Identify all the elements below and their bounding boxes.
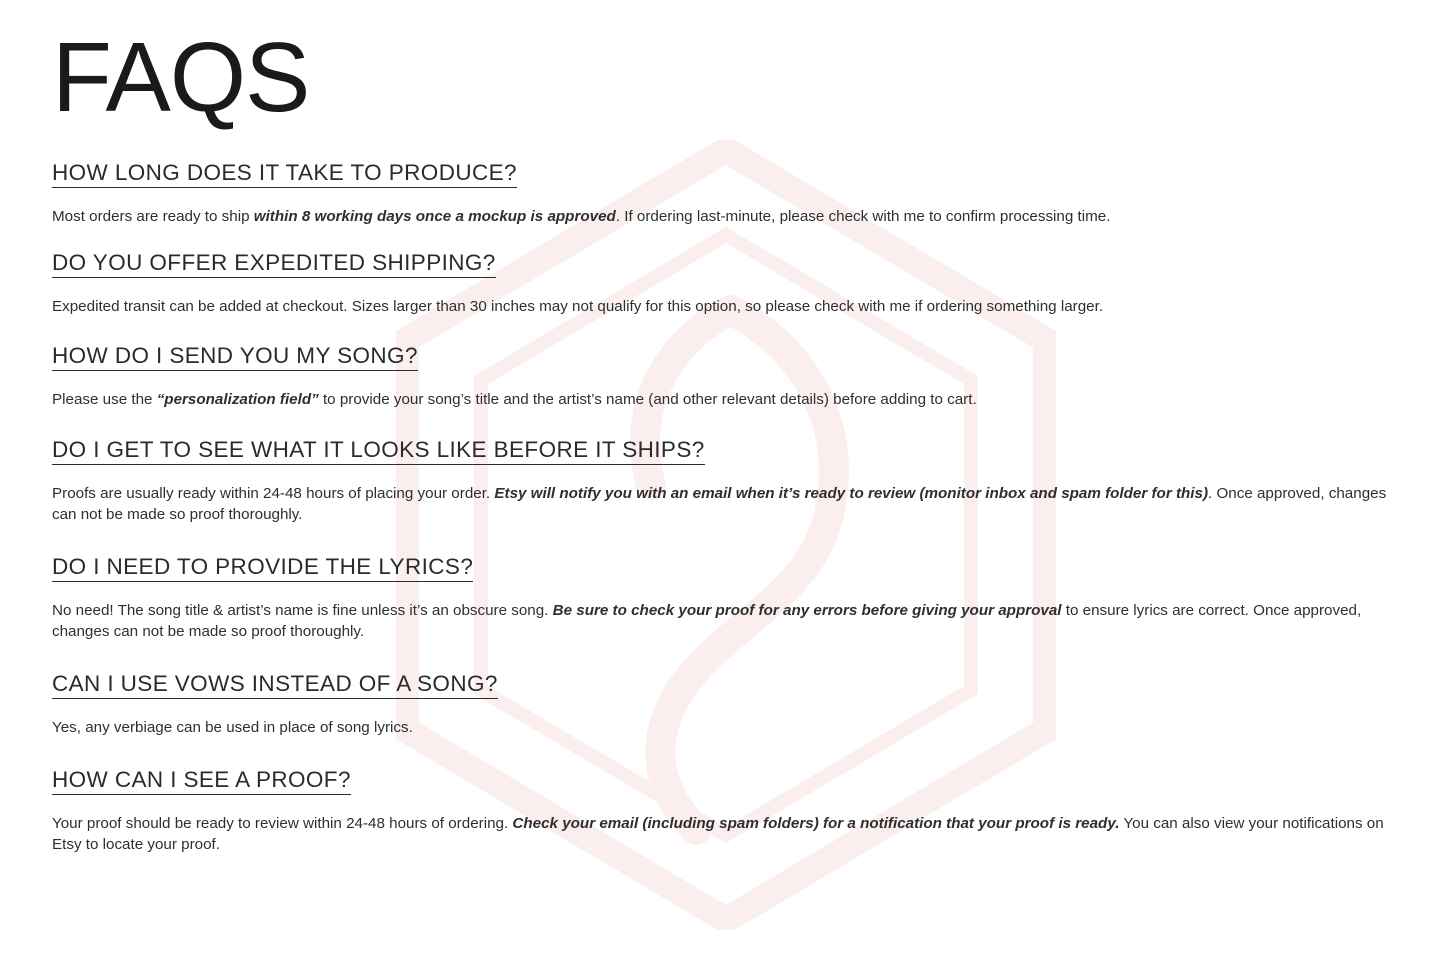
answer-text-bold: Check your email (including spam folders) for a notification that your proof is ready. xyxy=(512,814,1120,832)
answer-text-plain: Proofs are usually ready within 24-48 hours of placing your order. xyxy=(52,484,495,502)
faq-answer xyxy=(52,600,1387,643)
answer-text-plain: . If ordering last-minute, please check with me to confirm processing time. xyxy=(615,208,1111,225)
answer-text-plain: . Once approved, changes can not be made so proof thoroughly. xyxy=(52,484,1387,524)
faq-question: CAN I USE VOWS INSTEAD OF A SONG? xyxy=(52,671,498,699)
answer-text-bold: Etsy will notify you with an email when it’s ready to review (monitor inbox and spam folder for this) xyxy=(494,484,1209,502)
answer-text-plain: Expedited transit can be added at checkout. Sizes larger than 30 inches may not qualify for this option, so please check with me if ordering something larger. xyxy=(52,297,1104,315)
faq-question: DO YOU OFFER EXPEDITED SHIPPING? xyxy=(52,250,496,278)
faq-item xyxy=(48,343,1397,411)
answer-text-plain: You can also view your notifications on Etsy to locate your proof. xyxy=(52,814,1384,854)
page-title: FAQS xyxy=(52,22,310,132)
faq-item xyxy=(48,437,1397,526)
answer-text-plain: to ensure lyrics are correct. Once approved, changes can not be made so proof thoroughly. xyxy=(52,601,1362,641)
faq-question: HOW DO I SEND YOU MY SONG? xyxy=(52,343,418,371)
faq-answer xyxy=(52,389,1387,411)
faq-item xyxy=(48,250,1397,318)
faq-item xyxy=(48,671,1397,739)
faq-question: HOW LONG DOES IT TAKE TO PRODUCE? xyxy=(52,160,517,188)
answer-text-plain: No need! The song title & artist’s name is fine unless it’s an obscure song. xyxy=(52,601,553,619)
faq-answer xyxy=(52,483,1387,526)
faq-question: DO I NEED TO PROVIDE THE LYRICS? xyxy=(52,554,473,582)
faq-item xyxy=(48,554,1397,643)
faq-item xyxy=(48,160,1397,228)
faq-answer xyxy=(52,296,1387,318)
answer-text-plain: to provide your song’s title and the artist’s name (and other relevant details) before adding to cart. xyxy=(318,391,977,409)
answer-text-plain: Please use the xyxy=(52,391,157,409)
faq-answer xyxy=(52,813,1387,856)
faq-question: DO I GET TO SEE WHAT IT LOOKS LIKE BEFORE IT SHIPS? xyxy=(52,437,705,465)
faq-answer xyxy=(52,717,1387,739)
answer-text-bold: Be sure to check your proof for any errors before giving your approval xyxy=(552,601,1062,619)
faq-answer xyxy=(52,206,1387,228)
answer-text-plain: Most orders are ready to ship xyxy=(52,208,254,225)
answer-text-bold: within 8 working days once a mockup is approved xyxy=(253,208,616,225)
answer-text-bold: “personalization field” xyxy=(156,391,319,409)
faq-list xyxy=(48,160,1397,856)
faq-item xyxy=(48,767,1397,856)
answer-text-plain: Yes, any verbiage can be used in place of song lyrics. xyxy=(52,719,413,737)
answer-text-plain: Your proof should be ready to review within 24-48 hours of ordering. xyxy=(52,814,513,832)
faq-question: HOW CAN I SEE A PROOF? xyxy=(52,767,351,795)
